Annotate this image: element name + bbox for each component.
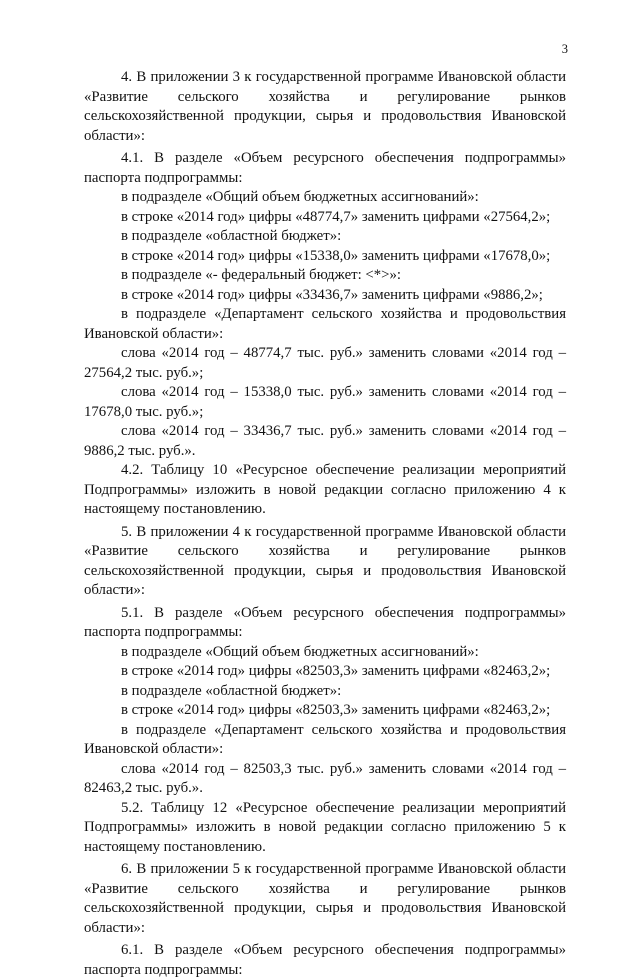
paragraph: слова «2014 год – 82503,3 тыс. руб.» заменить словами «2014 год – 82463,2 тыс. руб.». [84, 760, 566, 796]
paragraph: 5.1. В разделе «Объем ресурсного обеспечения подпрограммы» паспорта подпрограммы: [84, 604, 566, 640]
paragraph: в подразделе «областной бюджет»: [121, 228, 342, 244]
paragraph: в подразделе «областной бюджет»: [121, 682, 342, 699]
paragraph: в строке «2014 год» цифры «82503,3» заменить цифрами «82463,2»; [121, 702, 551, 718]
paragraph: слова «2014 год – 15338,0 тыс. руб.» заменить словами «2014 год – 17678,0 тыс. руб.»; [84, 384, 566, 420]
paragraph: в строке «2014 год» цифры «15338,0» заменить цифрами «17678,0»; [121, 247, 551, 264]
paragraph: в строке «2014 год» цифры «48774,7» заменить цифрами «27564,2»; [121, 208, 551, 225]
paragraph: слова «2014 год – 33436,7 тыс. руб.» заменить словами «2014 год – 9886,2 тыс. руб.». [84, 423, 566, 459]
paragraph: 4.2. Таблицу 10 «Ресурсное обеспечение реализации мероприятий Подпрограммы» изложить в новой редакции согласно приложению 4 к настоящему постановлению. [84, 462, 566, 517]
page-number: 3 [561, 42, 568, 56]
paragraph: в строке «2014 год» цифры «33436,7» заменить цифрами «9886,2»; [121, 286, 543, 303]
paragraph: в подразделе «Департамент сельского хозяйства и продовольствия Ивановской области»: [84, 306, 566, 342]
paragraph: слова «2014 год – 48774,7 тыс. руб.» заменить словами «2014 год – 27564,2 тыс. руб.»; [84, 345, 566, 381]
paragraph: 4. В приложении 3 к государственной программе Ивановской области «Развитие сельского хозяйства и регулирование рынков сельскохозяйственной продукции, сырья и продовольствия Ивановской области»: [84, 69, 566, 144]
paragraph: в подразделе «Департамент сельского хозяйства и продовольствия Ивановской области»: [84, 721, 566, 757]
paragraph: 5. В приложении 4 к государственной программе Ивановской области «Развитие сельского хозяйства и регулирование рынков сельскохозяйственной продукции, сырья и продовольствия Ивановской области»: [84, 523, 566, 598]
paragraph: в строке «2014 год» цифры «82503,3» заменить цифрами «82463,2»; [121, 663, 551, 679]
paragraph: 5.2. Таблицу 12 «Ресурсное обеспечение реализации мероприятий Подпрограммы» изложить в новой редакции согласно приложению 5 к настоящему постановлению. [84, 799, 566, 855]
paragraph: 6. В приложении 5 к государственной программе Ивановской области «Развитие сельского хозяйства и регулирование рынков сельскохозяйственной продукции, сырья и продовольствия Ивановской области»: [84, 861, 566, 936]
paragraph: 4.1. В разделе «Объем ресурсного обеспечения подпрограммы» паспорта подпрограммы: [84, 150, 566, 186]
paragraph: в подразделе «Общий объем бюджетных ассигнований»: [121, 189, 479, 205]
document-body [84, 68, 566, 980]
paragraph: в подразделе «- федеральный бюджет: <*>»: [121, 267, 402, 283]
paragraph: 6.1. В разделе «Объем ресурсного обеспечения подпрограммы» паспорта подпрограммы: [84, 942, 566, 978]
paragraph: в подразделе «Общий объем бюджетных ассигнований»: [121, 643, 479, 660]
